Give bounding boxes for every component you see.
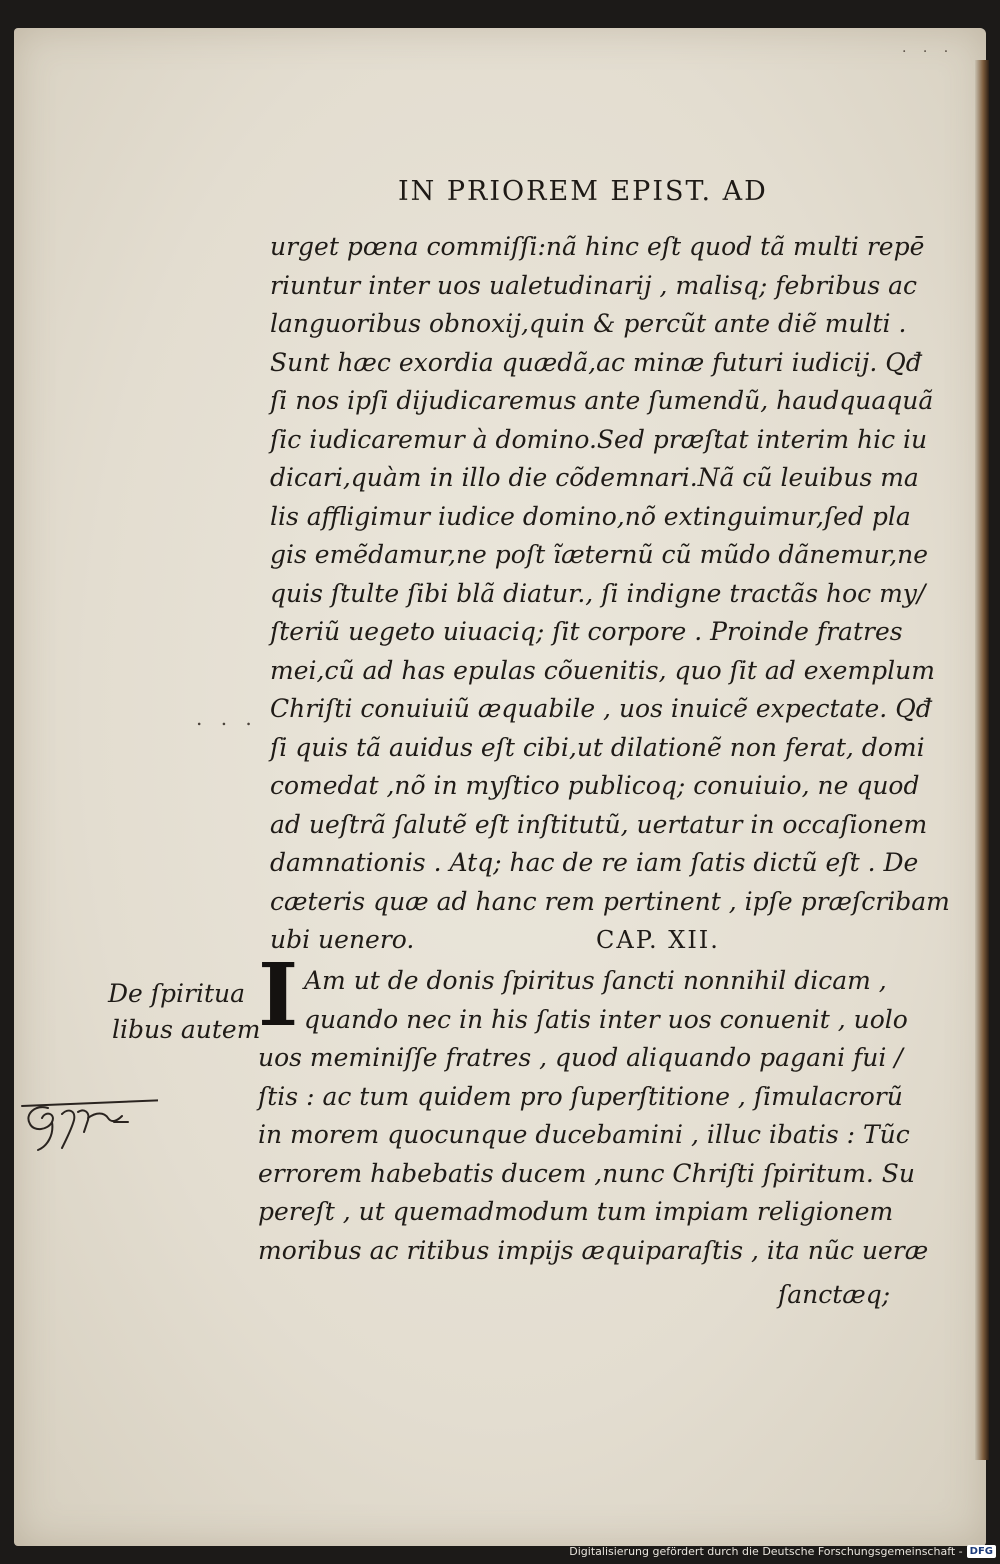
text-line: mei,cũ ad has epulas cõuenitis, quo ſit ad exemplum <box>270 655 935 685</box>
footer-credit: Digitalisierung gefördert durch die Deutsche Forschungsgemeinschaft - <box>569 1544 963 1558</box>
book-spine-edge <box>975 60 989 1460</box>
chapter-text-block <box>258 962 929 1270</box>
text-line: ſteriũ uegeto uiuaciq; ſit corpore . Proinde fratres <box>270 617 903 646</box>
text-line-end: ubi uenero. <box>270 925 415 954</box>
text-line: cæteris quæ ad hanc rem pertinent , ipſe præſcribam <box>270 886 950 916</box>
text-line: damnationis . Atq; hac de re iam ſatis dictũ eſt . De <box>270 848 919 877</box>
margin-note-line: libus autem <box>112 1015 261 1044</box>
catchword: ſanctæq; <box>778 1280 891 1309</box>
digitization-footer <box>569 1542 996 1560</box>
text-line: ſtis : ac tum quidem pro ſuperſtitione , ſimulacrorũ <box>258 1081 903 1111</box>
text-line: in morem quocunque ducebamini , illuc ibatis : Tũc <box>258 1120 910 1149</box>
text-line: dicari,quàm in illo die cõdemnari.Nã cũ leuibus ma <box>270 463 919 492</box>
text-line: quis ſtulte ſibi blã diatur., ſi indigne tractãs hoc my/ <box>270 578 926 608</box>
running-header: IN PRIOREM EPIST. AD <box>398 176 768 207</box>
main-text-block <box>270 228 950 960</box>
text-line: languoribus obnoxij,quin & percũt ante diẽ multi . <box>270 309 907 338</box>
drop-cap: I <box>258 945 299 1046</box>
dfg-logo: DFG <box>967 1545 996 1558</box>
text-line: quando nec in his ſatis inter uos conuenit , uolo <box>304 1004 908 1034</box>
text-line: riuntur inter uos ualetudinarij , malisq; febribus ac <box>270 270 918 300</box>
margin-note <box>108 976 261 1048</box>
text-line: ſi nos ipſi dijudicaremus ante ſumendũ, haudquaquã <box>270 386 934 415</box>
handwritten-annotation <box>18 1090 158 1160</box>
text-line: urget pœna commiſſi:nã hinc eſt quod tã multi repē <box>270 232 925 261</box>
text-line: ſic iudicaremur à domino.Sed præſtat interim hic iu <box>270 424 928 454</box>
text-line: Chriſti conuiuiũ æquabile , uos inuicẽ expectate. Qđ <box>270 694 932 723</box>
chapter-heading-line <box>270 921 920 960</box>
chapter-heading: CAP. XII. <box>596 926 720 954</box>
text-line: uos meminiſſe fratres , quod aliquando pagani fui / <box>258 1043 903 1072</box>
text-line: pereſt , ut quemadmodum tum impiam religionem <box>258 1197 894 1226</box>
text-line: lis affligimur iudice domino,nõ extinguimur,ſed pla <box>270 501 911 531</box>
text-line: Sunt hæc exordia quædã,ac minæ futuri iudicij. Qđ <box>270 347 922 377</box>
margin-dots: . . . <box>196 706 258 730</box>
text-line: comedat ,nõ in myſtico publicoq; conuiuio, ne quod <box>270 771 920 800</box>
text-line: ſi quis tã auidus eſt cibi,ut dilationẽ non ferat, domi <box>270 732 925 762</box>
margin-note-line: De ſpiritua <box>108 979 246 1008</box>
text-line: errorem habebatis ducem ,nunc Chriſti ſpiritum. Su <box>258 1158 916 1188</box>
text-line: ad ueſtrã ſalutẽ eſt inſtitutũ, uertatur in occaſionem <box>270 809 928 839</box>
text-line: gis emẽdamur,ne poſt ĩæternũ cũ mũdo dãnemur,ne <box>270 540 929 569</box>
page-corner-marks: · · · <box>902 44 955 60</box>
text-line: Am ut de donis ſpiritus ſancti nonnihil dicam , <box>304 966 887 995</box>
text-line: moribus ac ritibus impijs æquiparaſtis , ita nũc ueræ <box>258 1235 929 1265</box>
